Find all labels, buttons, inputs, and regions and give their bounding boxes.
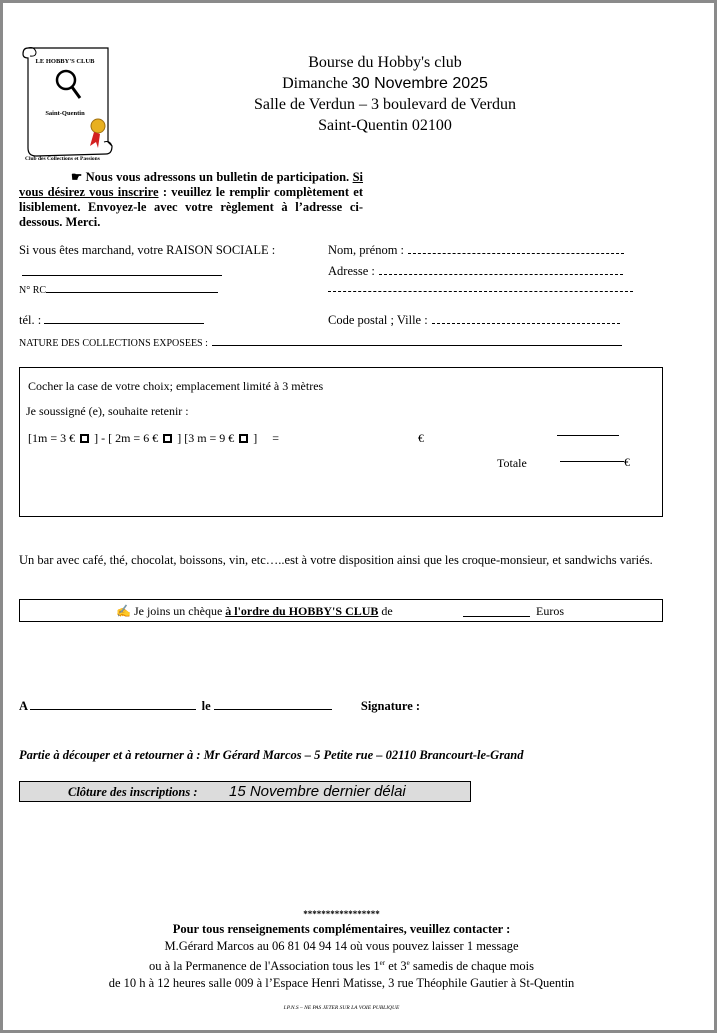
place-label: A [19,699,28,713]
nature-field [19,338,622,349]
intro-underline: Si vous désirez vous inscrire [19,170,363,199]
closing-box [19,781,471,802]
choice-equals: = [272,431,280,445]
cheque-prefix: Je joins un chèque [133,604,223,618]
sup-er: er [379,959,386,967]
signature-label: Signature : [360,699,421,713]
cheque-order: à l'ordre du HOBBY'S CLUB [225,604,379,618]
merchant-label-text: Si vous êtes marchand, votre RAISON SOCIALE : [19,243,276,257]
logo-name: LE HOBBY'S CLUB [35,58,95,65]
event-day: Dimanche [282,75,348,92]
cheque-line [116,604,393,619]
rc-input[interactable] [46,292,218,293]
nature-label: NATURE DES COLLECTIONS EXPOSEES : [19,338,208,349]
closing-label: Clôture des inscriptions : [68,785,198,799]
option-2m-checkbox[interactable] [163,434,172,443]
event-venue: Salle de Verdun – 3 boulevard de Verdun [253,96,516,113]
total-label: Totale [497,456,527,470]
contact-line-2 [0,955,683,975]
event-date: 30 Novembre 2025 [351,75,488,92]
bar-text: Un bar avec café, thé, chocolat, boissons, vin, etc…..est à votre disposition ainsi que les croque-monsieur, et sandwichs variés. [19,553,653,567]
merchant-input[interactable] [22,275,222,276]
rc-field [19,285,218,296]
choice-options [28,431,279,446]
cheque-amount-input[interactable] [463,616,530,617]
address-label: Adresse : [328,264,375,278]
contact-line-1: M.Gérard Marcos au 06 81 04 94 14 où vous pouvez laisser 1 message [164,939,519,953]
intro-text-1: Nous vous adressons un bulletin de participation. [85,170,350,184]
signature-row [19,699,420,714]
address-field [328,264,623,279]
rc-label: N° RC [19,285,47,296]
option-1m-label: [1m = 3 € [28,431,76,445]
contact-line-3: de 10 h à 12 heures salle 009 à l’Espace Henri Matisse, 3 rue Théophile Gautier à St-Quentin [108,976,575,991]
tel-input[interactable] [44,323,204,324]
contact-line-2b: et 3 [385,959,407,974]
option-2m-label: ] - [ 2m = 6 € [94,431,159,445]
nature-input[interactable] [212,345,622,346]
postal-field [328,313,620,328]
event-city: Saint-Quentin 02100 [318,117,452,134]
ipns-notice: I.P.N.S – NE PAS JETER SUR LA VOIE PUBLIQUE [283,1005,400,1011]
place-input[interactable] [30,709,196,710]
intro-text-2: : veuillez le remplir complètement et lisiblement. Envoyez-le avec votre règlement à l’adresse ci-dessous. Merci. [19,185,363,229]
choice-euro: € [418,431,424,445]
cheque-euros: Euros [536,604,564,618]
option-3m-label: ] [3 m = 9 € [177,431,235,445]
address-input[interactable] [379,274,623,275]
date-label: le [201,699,211,713]
total-input[interactable] [560,461,624,462]
choice-box [19,367,663,517]
address-input-2[interactable] [328,291,633,292]
date-input[interactable] [214,709,332,710]
contact-line-2a: ou à la Permanence de l'Association tous les 1 [148,959,380,974]
postal-label: Code postal ; Ville : [328,313,428,327]
contact-line-2c: samedis de chaque mois [409,959,535,974]
return-address: Partie à découper et à retourner à : Mr Gérard Marcos – 5 Petite rue – 02110 Brancourt-le-Grand [19,748,524,762]
cheque-box [19,599,663,622]
total-euro: € [624,455,630,469]
pen-icon: ✍ [116,604,131,618]
amount-input[interactable] [557,435,619,436]
footer-stars: ***************** [303,909,380,919]
cheque-de: de [381,604,393,618]
intro-paragraph [19,170,363,230]
logo-subtitle: Club des Collections et Passions [25,156,100,162]
option-3m-checkbox[interactable] [239,434,248,443]
option-close: ] [253,431,258,445]
contact-title: Pour tous renseignements complémentaires, veuillez contacter : [172,922,511,936]
sup-e: e [406,959,410,967]
merchant-label [19,243,275,258]
choice-retain: Je soussigné (e), souhaite retenir : [26,404,189,418]
event-date-line [200,73,570,94]
event-title: Bourse du Hobby's club [308,54,462,71]
postal-input[interactable] [432,323,620,324]
name-input[interactable] [408,253,624,254]
club-logo [18,42,118,167]
event-header [200,52,570,136]
logo-city: Saint-Quentin [45,110,85,117]
name-label: Nom, prénom : [328,243,405,257]
name-field [328,243,624,258]
option-1m-checkbox[interactable] [80,434,89,443]
choice-instruction: Cocher la case de votre choix; emplacement limité à 3 mètres [28,379,324,393]
tel-label: tél. : [19,313,42,327]
tel-field [19,313,204,328]
pointer-icon: ☛ [71,170,83,184]
closing-date: 15 Novembre dernier délai [229,783,406,800]
footer-contact [0,921,683,992]
